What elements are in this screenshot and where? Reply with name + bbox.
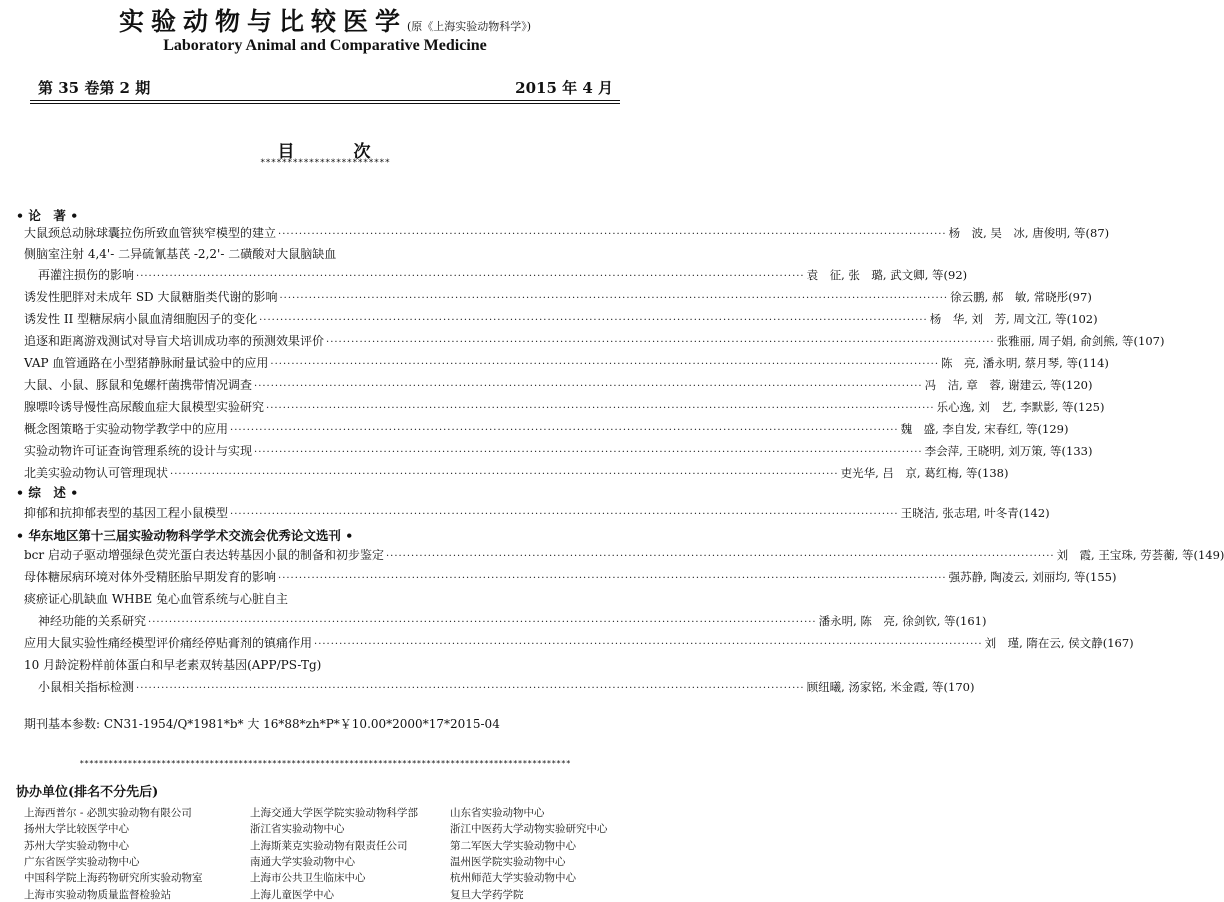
toc-entry-authors: 魏 盛, 李自发, 宋春红, 等(129) [900, 422, 1069, 436]
toc-entry [24, 420, 1069, 440]
section-label-review: • 综 述 • [16, 485, 79, 500]
toc-entry-title: 小鼠相关指标检测 [38, 680, 135, 694]
organizer-name: 上海斯莱克实验动物有限责任公司 [250, 839, 408, 852]
header-rule-bottom [30, 103, 620, 104]
toc-entry-title: 再灌注损伤的影响 [38, 268, 135, 282]
toc-entry [24, 332, 1165, 352]
toc-entry-authors: 刘 瑾, 隋在云, 侯文静(167) [984, 636, 1134, 650]
toc-entry [24, 590, 622, 610]
toc-entry-title: 诱发性 II 型糖尿病小鼠血清细胞因子的变化 [24, 312, 258, 326]
toc-entry-title: 北美实验动物认可管理现状 [24, 466, 169, 480]
toc-entry-leader: ································································································································································ [259, 315, 928, 326]
toc-entry-leader: ································································································································································ [136, 683, 805, 694]
former-journal-name: (原《上海实验动物科学》) [406, 20, 532, 33]
toc-entry [38, 678, 975, 698]
toc-entry-leader: ································································································································································ [136, 271, 805, 282]
organizer-name: 苏州大学实验动物中心 [24, 839, 129, 852]
separator-stars: ****************************************************************************************************** [79, 759, 571, 768]
toc-entry [38, 266, 968, 286]
toc-entry-authors: 徐云鹏, 郝 敏, 常晓彤(97) [950, 290, 1092, 304]
journal-title-en: Laboratory Animal and Comparative Medicine [163, 37, 487, 54]
toc-entry-title: 腺嘌呤诱导慢性高尿酸血症大鼠模型实验研究 [24, 400, 265, 414]
volume-issue: 第 35 卷第 2 期 [38, 79, 151, 97]
toc-entry-title: 侧脑室注射 4,4'- 二异硫氰基芪 -2,2'- 二磺酸对大鼠脑缺血 [24, 247, 337, 261]
journal-title-cn [0, 2, 650, 38]
toc-entry-title: bcr 启动子驱动增强绿色荧光蛋白表达转基因小鼠的制备和初步鉴定 [24, 548, 384, 562]
toc-entry [24, 656, 622, 676]
organizer-name: 中国科学院上海药物研究所实验动物室 [24, 872, 203, 885]
toc-entry-title: 应用大鼠实验性痛经模型评价痛经停贴膏剂的镇痛作用 [24, 636, 313, 650]
toc-entry [24, 568, 1117, 588]
toc-entry-leader: ································································································································································ [254, 381, 923, 392]
toc-entry-authors: 强苏静, 陶凌云, 刘丽均, 等(155) [948, 570, 1117, 584]
organizer-name: 扬州大学比较医学中心 [24, 823, 129, 836]
organizer-name: 上海儿童医学中心 [250, 888, 334, 901]
organizer-name: 杭州师范大学实验动物中心 [450, 872, 576, 885]
toc-entry-title: 母体糖尿病环境对体外受精胚胎早期发育的影响 [24, 570, 277, 584]
toc-entry-authors: 顾纽曦, 汤家铭, 米金霞, 等(170) [806, 680, 975, 694]
toc-entry-title: VAP 血管通路在小型猪静脉耐量试验中的应用 [24, 356, 269, 370]
organizer-name: 浙江省实验动物中心 [250, 823, 345, 836]
toc-entry-authors: 乐心逸, 刘 艺, 李默影, 等(125) [936, 400, 1105, 414]
toc-entry [24, 634, 1134, 654]
toc-entry-authors: 刘 霞, 王宝珠, 劳荟蘅, 等(149) [1056, 548, 1224, 562]
toc-entry-title: 抑郁和抗抑郁表型的基因工程小鼠模型 [24, 506, 229, 520]
toc-entry-leader: ································································································································································ [148, 617, 817, 628]
toc-entry-authors: 张雅丽, 周子娟, 俞剑熊, 等(107) [996, 334, 1165, 348]
toc-entry-leader: ································································································································································ [385, 551, 1055, 562]
organizer-name: 上海市公共卫生临床中心 [250, 872, 366, 885]
journal-title-cn-text: 实验动物与比较医学 [118, 7, 407, 36]
toc-entry-title: 大鼠颈总动脉球囊拉伤所致血管狭窄模型的建立 [24, 226, 277, 240]
toc-entry [24, 245, 622, 265]
toc-entry-leader: ································································································································································ [270, 359, 940, 370]
toc-entry-authors: 杨 波, 吴 冰, 唐俊明, 等(87) [948, 226, 1110, 240]
toc-entry-leader: ································································································································································ [278, 573, 947, 584]
header-rule-top [30, 100, 620, 101]
organizer-name: 第二军医大学实验动物中心 [450, 839, 576, 852]
toc-entry [24, 504, 1050, 524]
toc-entry-leader: ································································································································································ [326, 337, 995, 348]
toc-title: 目 次 [277, 142, 373, 162]
toc-entry-leader: ································································································································································ [314, 639, 983, 650]
organizer-name: 复旦大学药学院 [450, 888, 524, 901]
organizer-name: 山东省实验动物中心 [450, 807, 545, 819]
toc-entry-leader: ································································································································································ [254, 447, 923, 458]
toc-entry-title: 痰瘀证心肌缺血 WHBE 兔心血管系统与心脏自主 [24, 592, 289, 606]
toc-entry [24, 288, 1092, 308]
toc-entry-leader: ································································································································································ [230, 425, 899, 436]
toc-entry [24, 464, 1009, 484]
toc-entry-leader: ································································································································································ [230, 509, 899, 520]
toc-entry-authors: 袁 征, 张 璐, 武文卿, 等(92) [806, 268, 968, 282]
toc-entry [24, 442, 1093, 462]
organizer-name: 温州医学院实验动物中心 [450, 855, 566, 868]
organizers-heading: 协办单位(排名不分先后) [16, 785, 159, 800]
organizer-name: 浙江中医药大学动物实验研究中心 [450, 823, 608, 836]
toc-entry [38, 612, 987, 632]
toc-entry-leader: ································································································································································ [170, 469, 839, 480]
toc-entry-title: 实验动物许可证查询管理系统的设计与实现 [24, 444, 253, 458]
toc-entry-authors: 杨 华, 刘 芳, 周文江, 等(102) [929, 312, 1098, 326]
issue-date: 2015 年 4 月 [515, 79, 613, 97]
organizer-name: 上海西普尔 - 必凯实验动物有限公司 [24, 807, 192, 819]
toc-entry-leader: ································································································································································ [279, 293, 949, 304]
toc-entry-authors: 陈 亮, 潘永明, 蔡月琴, 等(114) [941, 356, 1109, 370]
toc-entry-authors: 潘永明, 陈 亮, 徐剑钦, 等(161) [818, 614, 987, 628]
toc-entry-title: 诱发性肥胖对未成年 SD 大鼠糖脂类代谢的影响 [24, 290, 278, 304]
toc-entry-title: 大鼠、小鼠、豚鼠和兔螺杆菌携带情况调查 [24, 378, 253, 392]
toc-entry [24, 546, 1224, 566]
toc-entry [24, 398, 1105, 418]
toc-title-stars: ************************ [259, 158, 391, 168]
toc-entry-authors: 冯 洁, 章 蓉, 谢建云, 等(120) [924, 378, 1093, 392]
toc-entry [24, 224, 1110, 244]
toc-entry [24, 376, 1093, 396]
toc-entry-leader: ································································································································································ [266, 403, 935, 414]
organizer-name: 广东省医学实验动物中心 [24, 855, 140, 868]
toc-entry [24, 310, 1098, 330]
toc-entry-authors: 王晓洁, 张志珺, 叶冬青(142) [900, 506, 1050, 520]
toc-entry-leader: ································································································································································ [278, 229, 947, 240]
toc-entry-title: 概念图策略于实验动物学教学中的应用 [24, 422, 229, 436]
organizer-name: 上海交通大学医学院实验动物科学部 [250, 807, 418, 819]
toc-entry-authors: 吏光华, 吕 京, 葛红梅, 等(138) [840, 466, 1009, 480]
toc-entry [24, 354, 1109, 374]
section-label-research: • 论 著 • [16, 208, 79, 223]
section-label-selected-papers: • 华东地区第十三届实验动物科学学术交流会优秀论文选刊 • [16, 528, 354, 543]
organizer-name: 上海市实验动物质量监督检验站 [24, 888, 171, 901]
toc-entry-title: 10 月龄淀粉样前体蛋白和早老素双转基因(APP/PS-Tg) [24, 658, 322, 672]
toc-entry-title: 神经功能的关系研究 [38, 614, 147, 628]
toc-entry-authors: 李会萍, 王晓明, 刘万策, 等(133) [924, 444, 1093, 458]
organizer-name: 南通大学实验动物中心 [250, 855, 355, 868]
toc-entry-title: 追逐和距离游戏测试对导盲犬培训成功率的预测效果评价 [24, 334, 325, 348]
journal-parameters: 期刊基本参数: CN31-1954/Q*1981*b* 大 16*88*zh*P*￥10.00*2000*17*2015-04 [24, 717, 500, 731]
